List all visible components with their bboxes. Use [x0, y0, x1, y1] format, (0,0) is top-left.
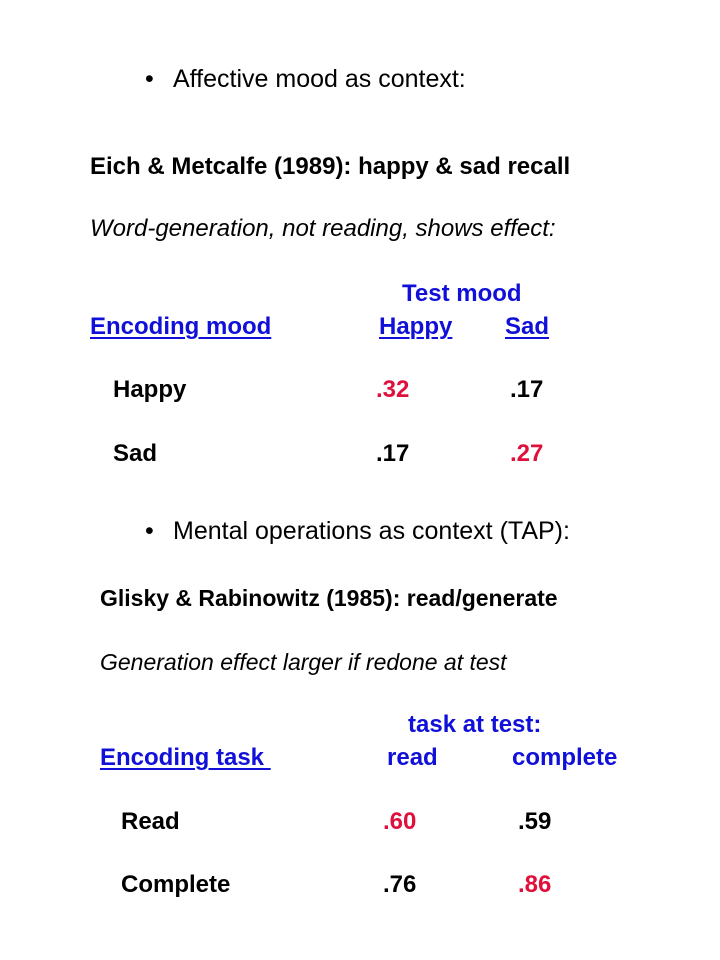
section-1-heading: Affective mood as context: — [173, 65, 466, 93]
col-header-read: read — [387, 744, 438, 771]
row-label-sad: Sad — [113, 440, 158, 467]
cell-complete-read: .76 — [383, 871, 417, 898]
cell-sad-happy: .17 — [376, 440, 410, 467]
bullet-2: • — [145, 517, 154, 545]
citation-glisky-rabinowitz: Glisky & Rabinowitz (1985): read/generate — [100, 585, 558, 611]
col-header-sad: Sad — [505, 313, 550, 340]
col-header-happy: Happy — [379, 313, 453, 340]
row-label-read: Read — [121, 808, 180, 835]
cell-happy-sad: .17 — [510, 376, 544, 403]
row-label-happy: Happy — [113, 376, 187, 403]
citation-eich-metcalfe: Eich & Metcalfe (1989): happy & sad recall — [90, 153, 571, 180]
encoding-task-header: Encoding task — [100, 744, 271, 771]
cell-happy-happy: .32 — [376, 376, 410, 403]
note-word-generation: Word-generation, not reading, shows effect: — [90, 215, 556, 242]
bullet-1: • — [145, 65, 154, 93]
task-at-test-header: task at test: — [408, 711, 542, 738]
row-label-complete: Complete — [121, 871, 231, 898]
cell-read-complete: .59 — [518, 808, 552, 835]
test-mood-header: Test mood — [402, 280, 522, 307]
cell-sad-sad: .27 — [510, 440, 544, 467]
cell-read-read: .60 — [383, 808, 417, 835]
section-2-heading: Mental operations as context (TAP): — [173, 517, 570, 545]
cell-complete-complete: .86 — [518, 871, 552, 898]
col-header-complete: complete — [512, 744, 618, 771]
note-generation-effect: Generation effect larger if redone at test — [100, 649, 507, 675]
encoding-mood-header: Encoding mood — [90, 313, 272, 340]
